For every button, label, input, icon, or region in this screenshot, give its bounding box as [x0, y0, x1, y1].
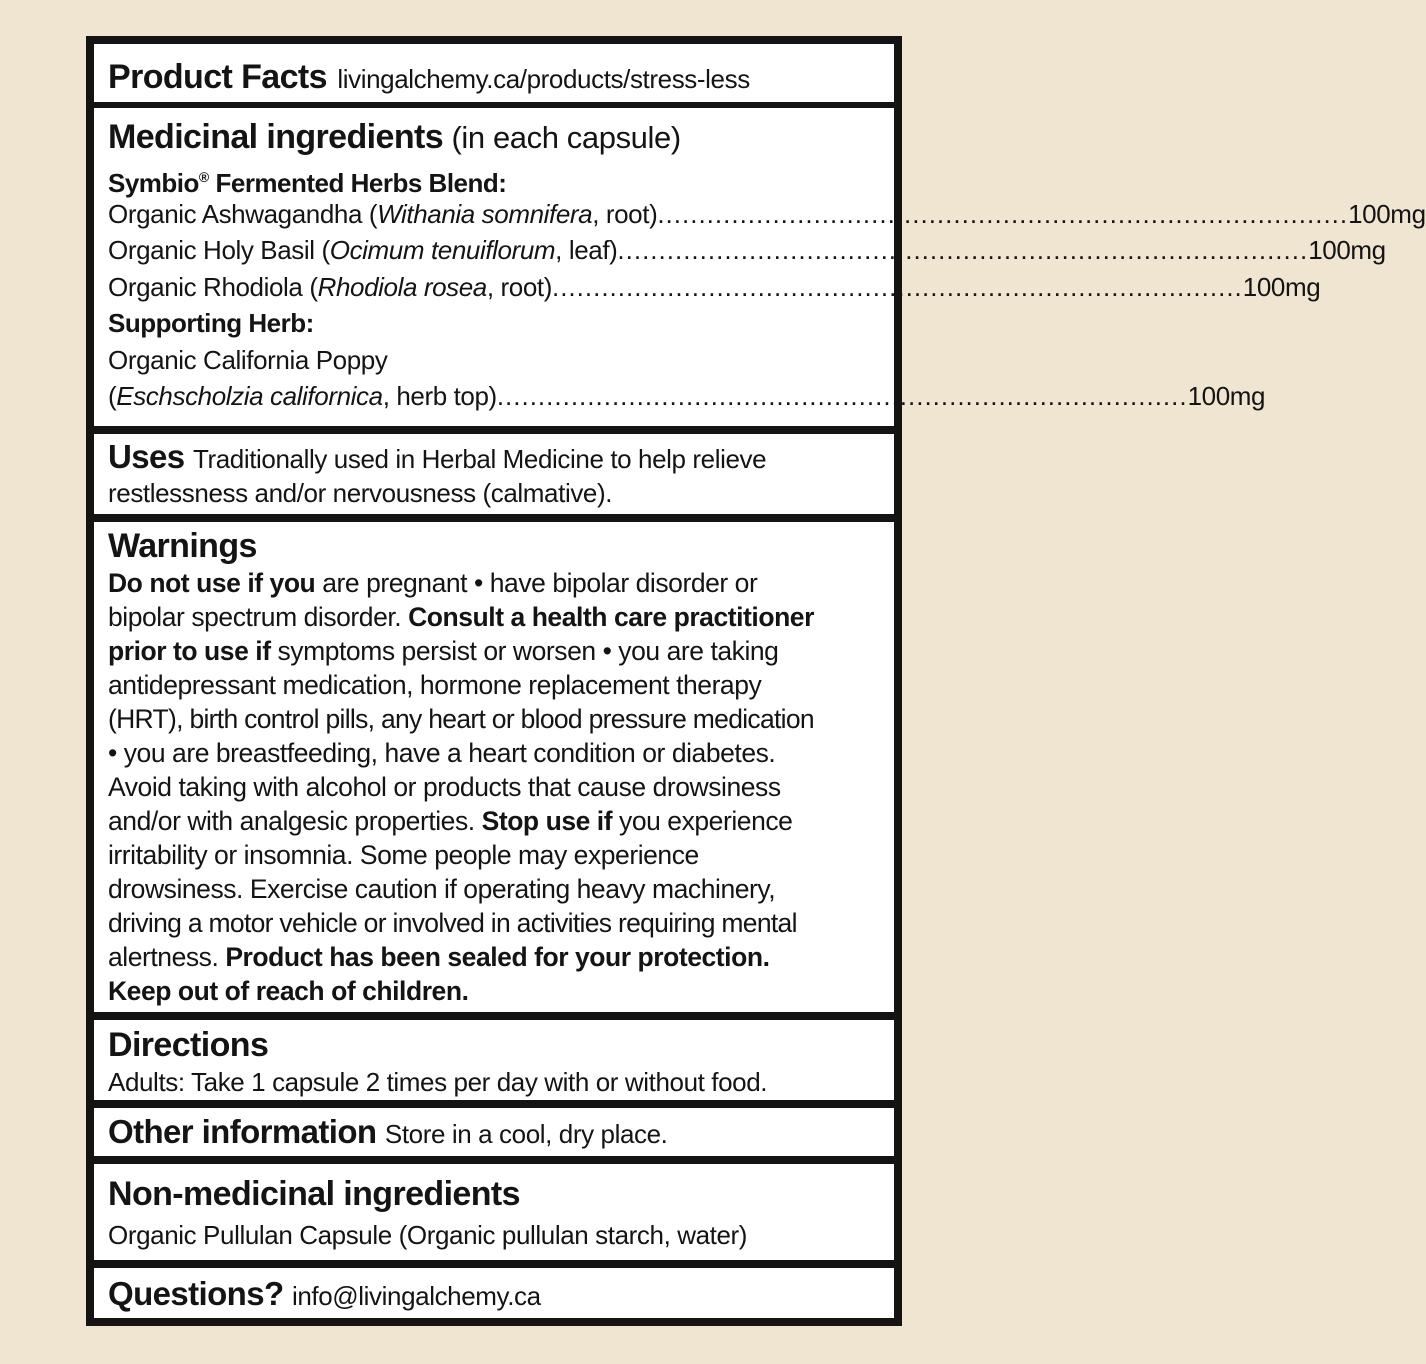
warning-line: • you are breastfeeding, have a heart condition or diabetes. — [108, 738, 776, 768]
ingredient-latin: Ocimum tenuiflorum — [329, 235, 556, 265]
dot-leader: .................................................................................... — [496, 381, 1188, 411]
ingredient-name: Organic Ashwagandha ( — [108, 198, 378, 229]
ingredient-name: Organic Rhodiola ( — [108, 271, 318, 302]
product-facts-title: Product Facts — [108, 58, 327, 96]
warnings-title: Warnings — [108, 527, 257, 565]
warning-line: driving a motor vehicle or involved in activities requiring mental — [108, 908, 797, 938]
blend-rest: Fermented Herbs Blend: — [208, 168, 507, 198]
other-info-text: Store in a cool, dry place. — [384, 1119, 668, 1149]
warning-line: (HRT), birth control pills, any heart or blood pressure medication — [108, 704, 814, 734]
ingredient-amount: 100mg — [1348, 198, 1426, 229]
ingredient-latin: Withania somnifera — [377, 198, 593, 229]
warning-text: bipolar spectrum disorder. — [108, 602, 409, 632]
directions-section — [94, 1020, 894, 1100]
ingredient-part: , leaf) — [555, 235, 618, 265]
warning-bold: Do not use if you — [108, 568, 316, 598]
ingredient-row — [108, 378, 1266, 415]
warning-text: are pregnant • have bipolar disorder or — [315, 568, 758, 598]
registered-mark: ® — [198, 169, 209, 185]
ingredient-amount: 100mg — [1187, 381, 1266, 411]
warning-line: Avoid taking with alcohol or products that cause drowsiness — [108, 772, 781, 802]
warning-line: drowsiness. Exercise caution if operating heavy machinery, — [108, 874, 776, 904]
ingredient-row — [108, 269, 1321, 306]
non-medicinal-title: Non-medicinal ingredients — [108, 1175, 520, 1213]
directions-text: Adults: Take 1 capsule 2 times per day with or without food. — [108, 1067, 768, 1097]
ingredient-amount: 100mg — [1308, 235, 1386, 265]
ingredient-part: , herb top) — [382, 381, 497, 411]
product-url: livingalchemy.ca/products/stress-less — [337, 64, 750, 94]
non-medicinal-text: Organic Pullulan Capsule (Organic pullulan starch, water) — [108, 1220, 748, 1250]
dot-leader: .................................................................................... — [617, 235, 1309, 265]
warning-bold: Keep out of reach of children. — [108, 976, 469, 1006]
warning-bold: Consult a health care practitioner — [408, 602, 814, 632]
ingredient-open: ( — [108, 381, 117, 411]
dot-leader: .................................................................................... — [657, 198, 1349, 229]
uses-text-line2: restlessness and/or nervousness (calmative). — [108, 478, 613, 508]
other-info-title: Other information — [108, 1113, 377, 1150]
product-facts-header — [94, 44, 894, 102]
ingredient-part: , root) — [592, 198, 658, 229]
ingredient-row — [108, 196, 1426, 233]
uses-title: Uses — [108, 438, 185, 475]
other-info-section — [94, 1108, 894, 1156]
warning-text: alertness. — [108, 942, 226, 972]
warnings-section — [94, 522, 894, 1012]
medicinal-ingredients-section — [94, 108, 1426, 426]
supporting-herb-name: Organic California Poppy — [108, 344, 388, 375]
ingredient-latin: Eschscholzia californica — [116, 381, 383, 411]
warning-line: antidepressant medication, hormone replacement therapy — [108, 670, 762, 700]
uses-text-line1: Traditionally used in Herbal Medicine to help relieve — [192, 444, 767, 474]
warning-bold: Product has been sealed for your protection. — [225, 942, 770, 972]
ingredient-latin: Rhodiola rosea — [317, 271, 487, 302]
warning-line: irritability or insomnia. Some people may experience — [108, 840, 699, 870]
warning-bold: Stop use if — [481, 806, 613, 836]
product-facts-panel — [86, 36, 1426, 1326]
warnings-body — [108, 566, 880, 1008]
warning-bold: prior to use if — [108, 636, 271, 666]
ingredient-row — [108, 232, 1386, 269]
dot-leader: .................................................................................... — [551, 271, 1243, 302]
questions-section — [94, 1268, 894, 1318]
contact-email[interactable]: info@livingalchemy.ca — [291, 1281, 541, 1311]
uses-section — [94, 434, 894, 514]
questions-title: Questions? — [108, 1275, 284, 1312]
ingredient-name: Organic Holy Basil ( — [108, 235, 330, 265]
warning-text: symptoms persist or worsen • you are taking — [270, 636, 779, 666]
non-medicinal-section — [94, 1164, 894, 1260]
supporting-herb-heading: Supporting Herb: — [108, 308, 314, 338]
warning-text: and/or with analgesic properties. — [108, 806, 482, 836]
blend-heading — [108, 159, 880, 196]
blend-name: Symbio — [108, 168, 199, 198]
directions-title: Directions — [108, 1026, 269, 1064]
ingredient-amount: 100mg — [1242, 271, 1321, 302]
warning-text: you experience — [612, 806, 793, 836]
medicinal-qualifier: (in each capsule) — [451, 120, 681, 155]
ingredient-part: , root) — [486, 271, 552, 302]
medicinal-ingredients-title: Medicinal ingredients — [108, 118, 444, 156]
